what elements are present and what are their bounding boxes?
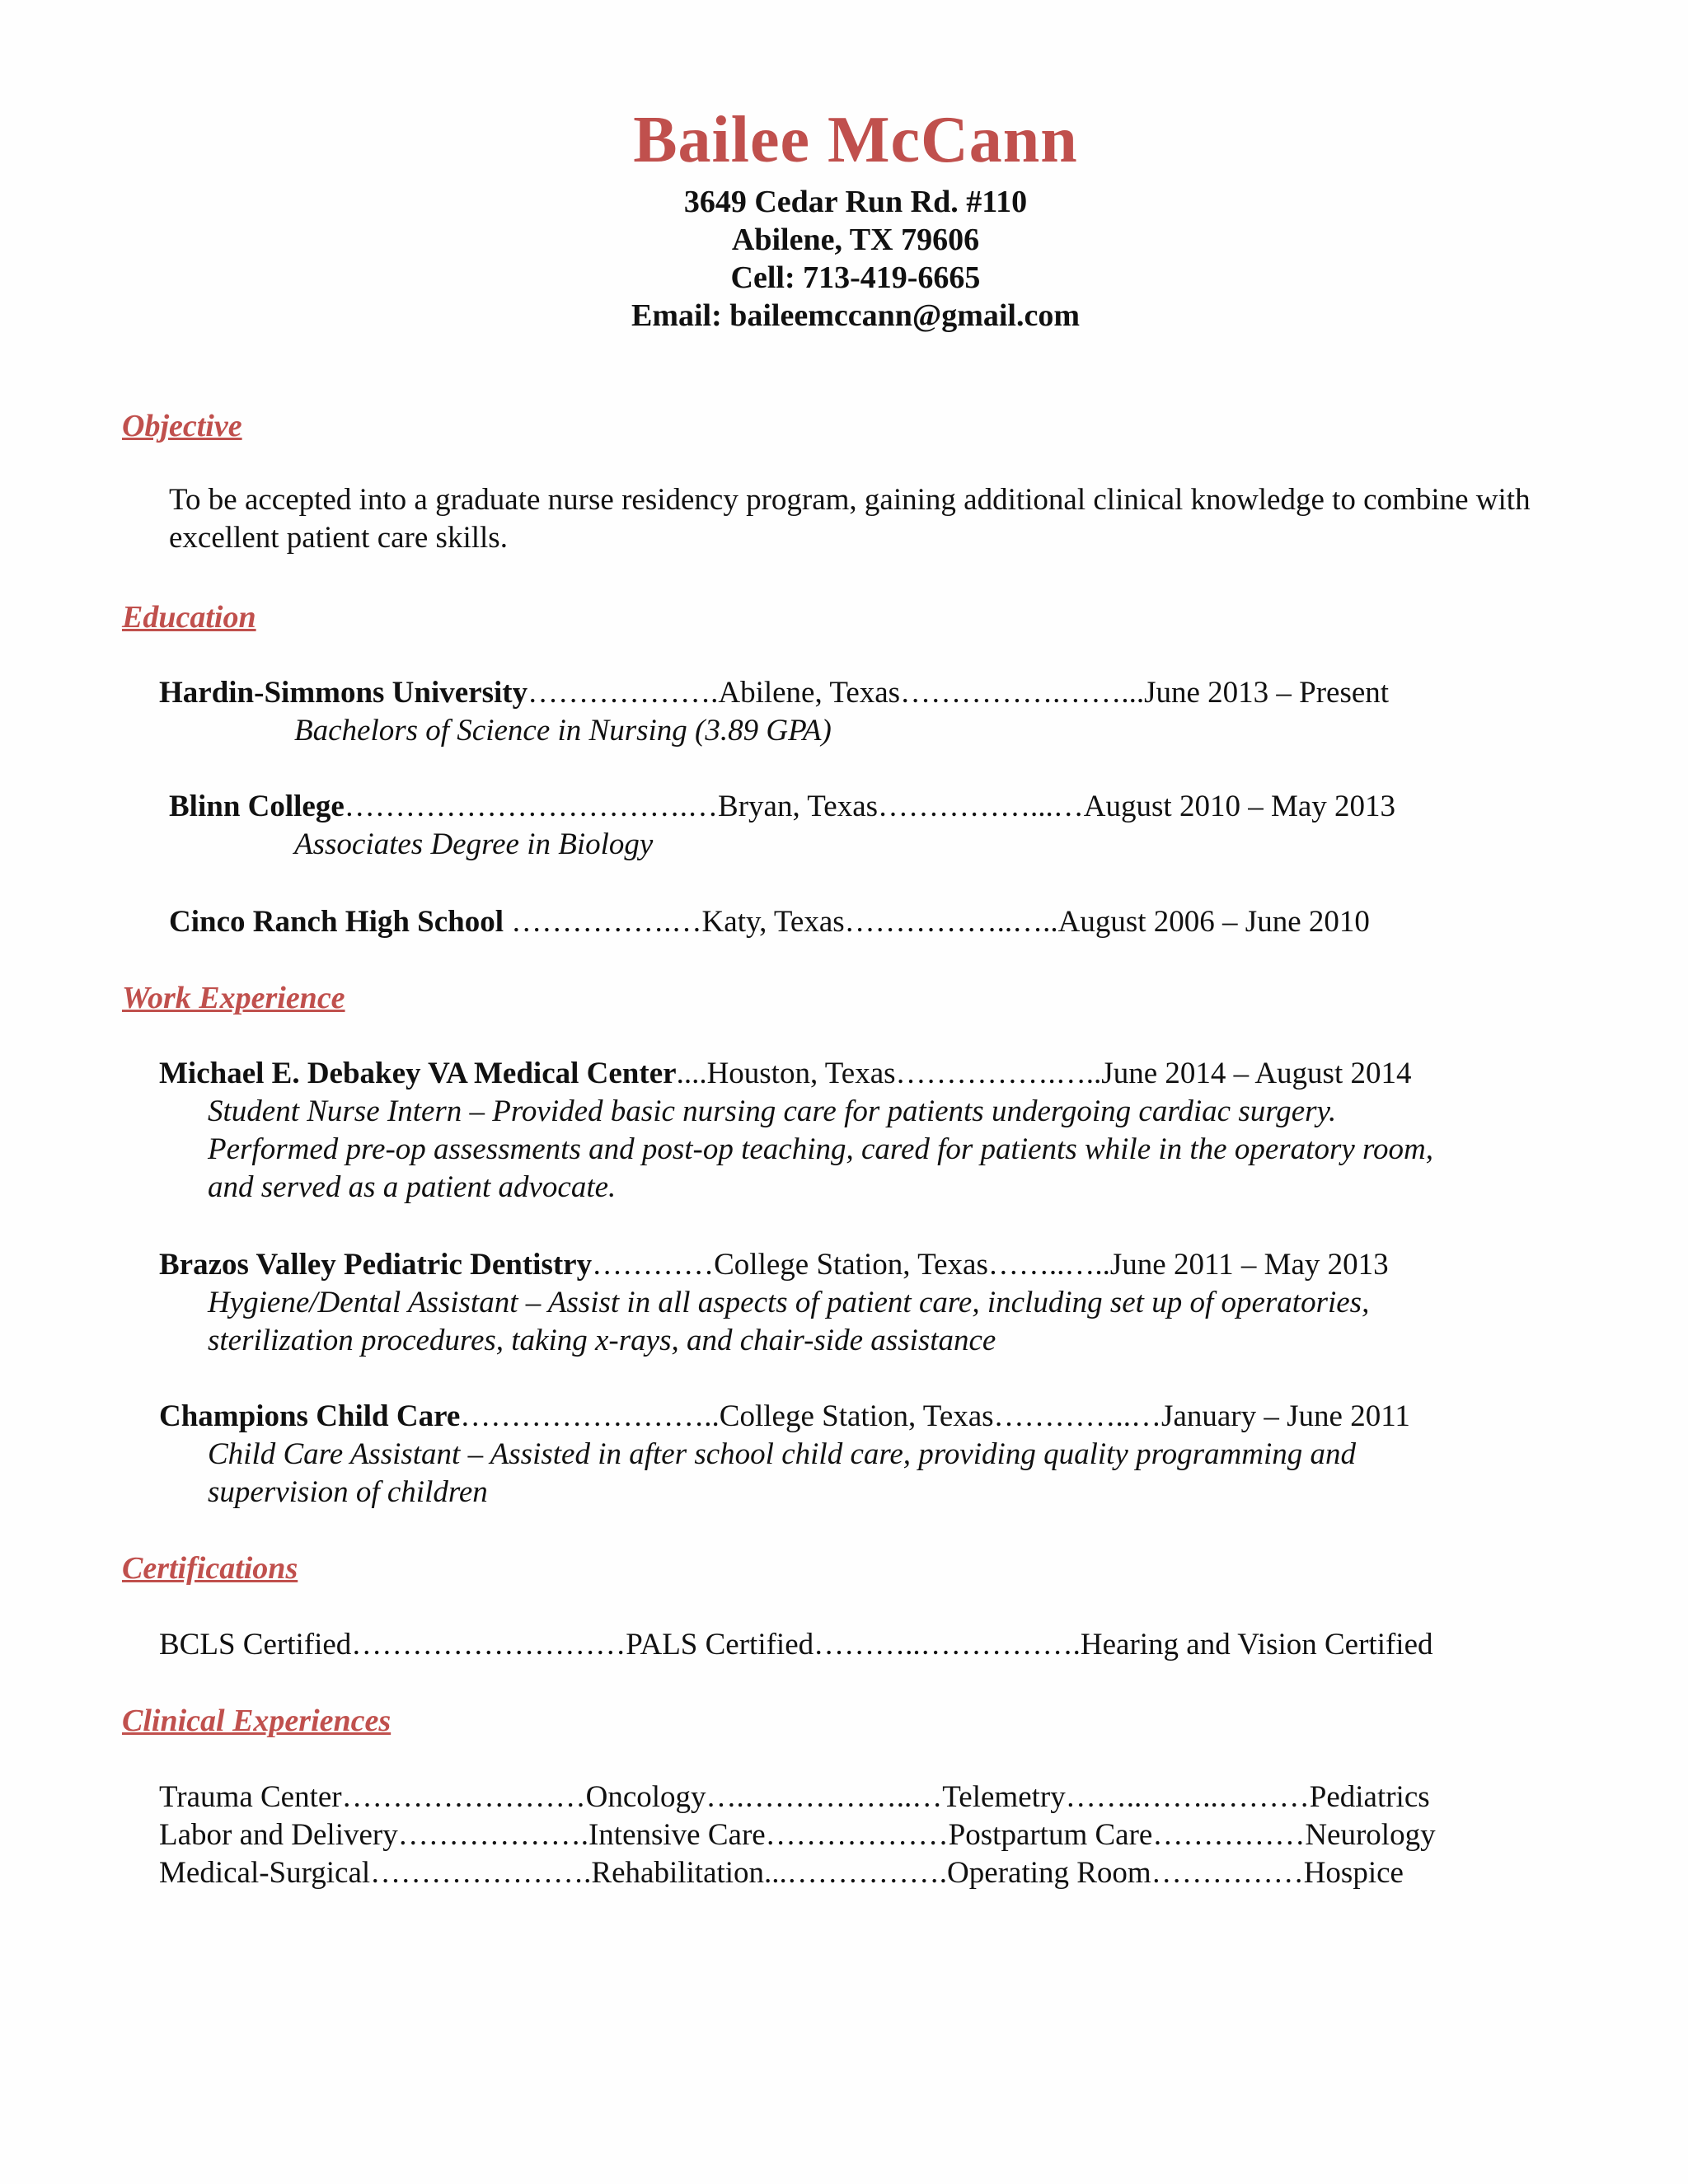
address-line-1: 3649 Cedar Run Rd. #110 bbox=[683, 185, 1028, 219]
clinical-row: Labor and Delivery……………….Intensive Care………………Postpartum Care……………Neurology bbox=[159, 1818, 1436, 1852]
employer-details: ....Houston, Texas…………….…..June 2014 – August 2014 bbox=[676, 1057, 1412, 1090]
clinical-row: Medical-Surgical………………….Rehabilitation...…………….Operating Room……………Hospice bbox=[159, 1856, 1404, 1890]
job-description-line: supervision of children bbox=[208, 1475, 488, 1509]
clinical-experiences-heading: Clinical Experiences bbox=[122, 1704, 392, 1738]
resume-header bbox=[0, 97, 1688, 335]
employer-details: …………College Station, Texas……..…..June 2011 – May 2013 bbox=[592, 1248, 1389, 1282]
employer-details: ……………………..College Station, Texas…………..…January – June 2011 bbox=[460, 1399, 1410, 1433]
education-entry-3 bbox=[169, 903, 1370, 941]
job-description-line: Child Care Assistant – Assisted in after school child care, providing quality programming and bbox=[208, 1437, 1356, 1471]
clinical-row: Trauma Center……………………Oncology….……………..…Telemetry……..……..………Pediatrics bbox=[159, 1780, 1430, 1814]
education-heading: Education bbox=[122, 600, 256, 635]
school-name: Blinn College bbox=[169, 790, 345, 823]
applicant-name: Bailee McCann bbox=[633, 104, 1078, 176]
address-line-2: Abilene, TX 79606 bbox=[731, 223, 980, 257]
degree-text: Bachelors of Science in Nursing (3.89 GPA) bbox=[294, 714, 832, 748]
work-experience-heading: Work Experience bbox=[122, 981, 345, 1015]
work-entry-1 bbox=[159, 1055, 1411, 1093]
school-details: …………………………….…Bryan, Texas……………...…August 2010 – May 2013 bbox=[344, 790, 1396, 823]
school-details: …………….…Katy, Texas……………..…..August 2006 – June 2010 bbox=[504, 905, 1370, 939]
email-address: Email: baileemccann@gmail.com bbox=[631, 298, 1081, 333]
certifications-line: BCLS Certified………………………PALS Certified………..…………….Hearing and Vision Certified bbox=[159, 1628, 1433, 1661]
employer-name: Brazos Valley Pediatric Dentistry bbox=[159, 1248, 593, 1282]
school-name: Cinco Ranch High School bbox=[169, 905, 504, 939]
education-entry-2 bbox=[169, 788, 1395, 826]
employer-name: Champions Child Care bbox=[159, 1399, 461, 1433]
job-description-line: and served as a patient advocate. bbox=[208, 1170, 617, 1204]
work-entry-3 bbox=[159, 1398, 1410, 1436]
school-name: Hardin-Simmons University bbox=[159, 676, 528, 710]
employer-name: Michael E. Debakey VA Medical Center bbox=[159, 1057, 677, 1090]
cell-phone: Cell: 713-419-6665 bbox=[730, 260, 981, 295]
job-description-line: Performed pre-op assessments and post-op teaching, cared for patients while in the operatory room, bbox=[208, 1132, 1434, 1166]
objective-heading: Objective bbox=[122, 409, 242, 443]
school-details: ……………….Abilene, Texas…………….……...June 2013 – Present bbox=[528, 676, 1390, 710]
certifications-heading: Certifications bbox=[122, 1551, 298, 1586]
job-description-line: Student Nurse Intern – Provided basic nursing care for patients undergoing cardiac surgery. bbox=[208, 1094, 1337, 1128]
objective-text: To be accepted into a graduate nurse residency program, gaining additional clinical knowledge to combine with excellent patient care skills. bbox=[169, 483, 1531, 555]
education-entry-1 bbox=[159, 674, 1389, 712]
degree-text: Associates Degree in Biology bbox=[294, 827, 654, 861]
job-description-line: sterilization procedures, taking x-rays, and chair-side assistance bbox=[208, 1324, 996, 1357]
job-description-line: Hygiene/Dental Assistant – Assist in all aspects of patient care, including set up of operatories, bbox=[208, 1286, 1370, 1319]
work-entry-2 bbox=[159, 1246, 1389, 1284]
